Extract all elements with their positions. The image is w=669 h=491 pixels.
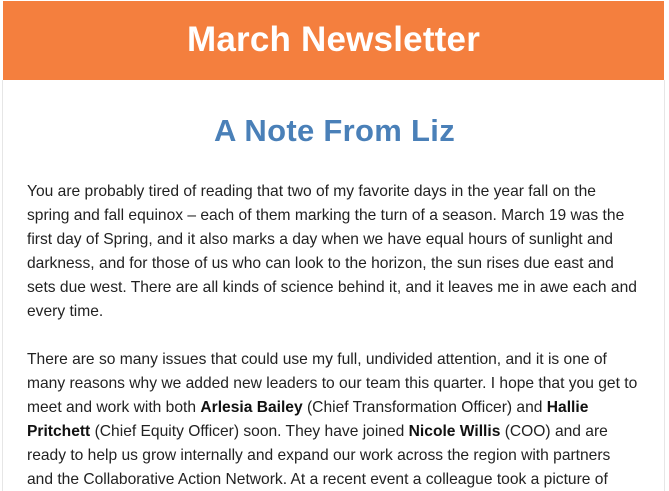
name-hallie-pritchett: Hallie Pritchett — [27, 399, 589, 440]
paragraph-leaders-text-2: (Chief Transformation Officer) and — [302, 399, 547, 416]
banner-title: March Newsletter — [186, 19, 481, 59]
paragraph-leaders — [27, 348, 639, 491]
newsletter-banner — [3, 1, 664, 80]
paragraph-leaders-text-4: (COO) and are ready to help us grow internally and expand our work across the region with partners and the Collaborative Action Network. At a recent event a colleague took a picture of — [27, 423, 611, 488]
paragraph-leaders-text-1: There are so many issues that could use my full, undivided attention, and it is one of many reasons why we added new leaders to our team this quarter. I hope that you get to meet and work with both — [27, 351, 638, 416]
paragraph-intro: You are probably tired of reading that two of my favorite days in the year fall on the spring and fall equinox – each of them marking the turn of a season. March 19 was the first day of Spring, and it also marks a day when we have equal hours of sunlight and darkness, and for those of us who can look to the horizon, the sun rises due east and sets due west. There are all kinds of science behind it, and it leaves me in awe each and every time. — [27, 183, 637, 320]
name-nicole-willis: Nicole Willis — [408, 423, 501, 440]
section-heading: A Note From Liz — [213, 113, 455, 148]
paragraph-leaders-text-3: (Chief Equity Officer) soon. They have joined — [90, 423, 409, 440]
name-arlesia-bailey: Arlesia Bailey — [200, 399, 303, 416]
